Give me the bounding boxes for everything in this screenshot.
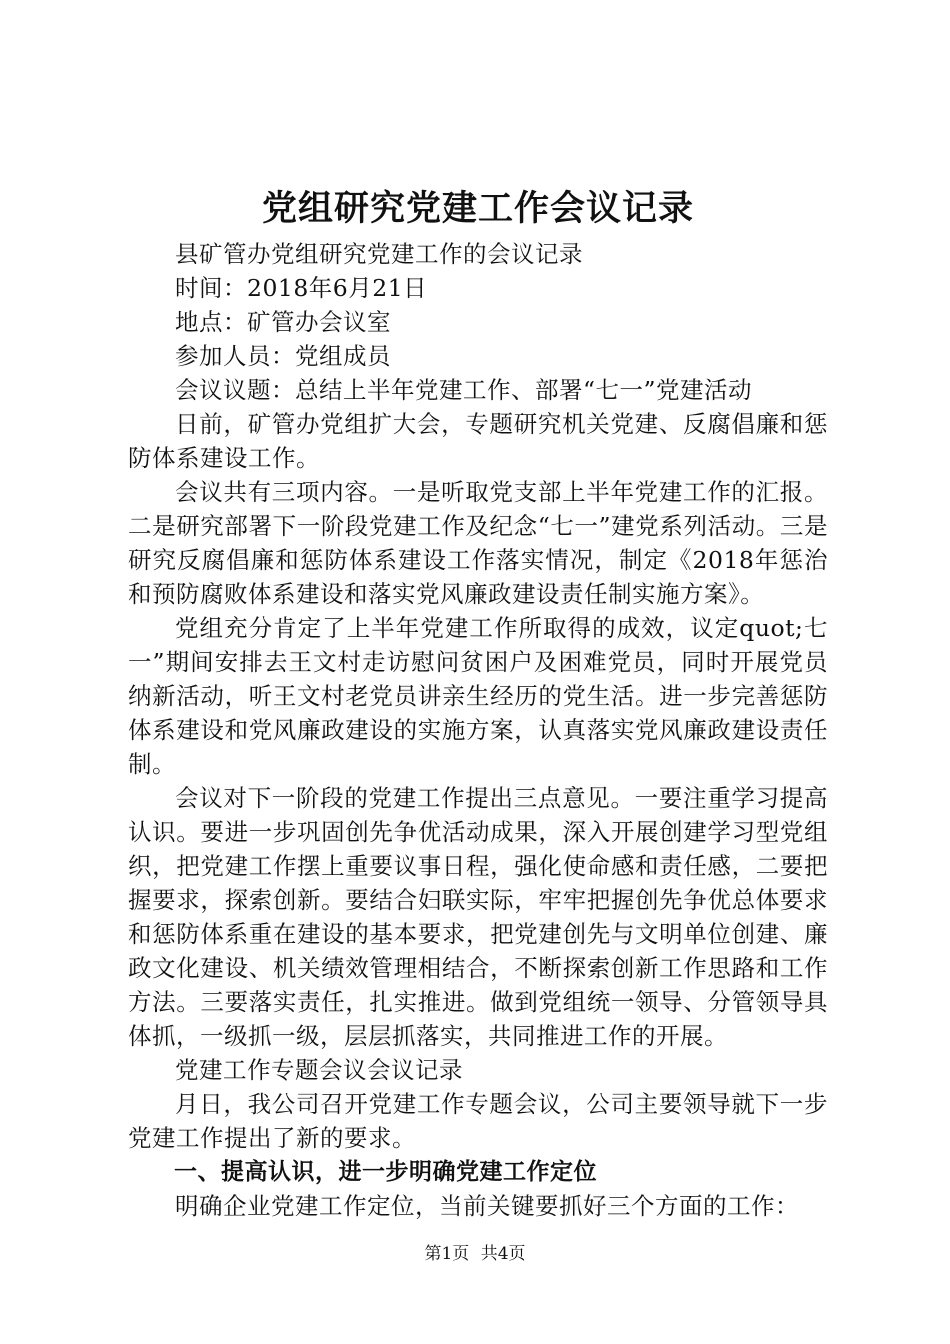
document-title: 党组研究党建工作会议记录 <box>261 188 694 229</box>
paragraph-attendees: 参加人员：党组成员 <box>175 342 391 370</box>
paragraph-positioning: 明确企业党建工作定位，当前关键要抓好三个方面的工作： <box>175 1192 799 1220</box>
paragraph-second-title: 党建工作专题会议会议记录 <box>175 1056 463 1084</box>
section-heading: 一、提高认识，进一步明确党建工作定位 <box>174 1159 597 1185</box>
paragraph-topic: 会议议题：总结上半年党建工作、部署“七一”党建活动 <box>175 376 753 404</box>
paragraph-intro: 日前，矿管办党组扩大会，专题研究机关党建、反腐倡廉和惩防体系建设工作。 <box>128 410 828 472</box>
page-footer <box>0 1242 950 1266</box>
paragraph-time: 时间：2018年6月21日 <box>175 274 428 302</box>
paragraph-location: 地点：矿管办会议室 <box>175 308 391 336</box>
page-total: 共4页 <box>480 1244 526 1264</box>
paragraph-meeting: 月日，我公司召开党建工作专题会议，公司主要领导就下一步党建工作提出了新的要求。 <box>128 1090 828 1152</box>
document-body <box>128 237 828 1223</box>
page-number: 第1页 <box>424 1244 470 1264</box>
paragraph-opinions: 会议对下一阶段的党建工作提出三点意见。一要注重学习提高认识。要进一步巩固创先争优活动成果，深入开展创建学习型党组织，把党建工作摆上重要议事日程，强化使命感和责任感，二要把握要求，探索创新。要结合妇联实际，牢牢把握创先争优总体要求和惩防体系重在建设的基本要求，把党建创先与文明单位创建、廉政文化建设、机关绩效管理相结合，不断探索创新工作思路和工作方法。三要落实责任，扎实推进。做到党组统一领导、分管领导具体抓，一级抓一级，层层抓落实，共同推进工作的开展。 <box>128 784 828 1050</box>
paragraph-subtitle: 县矿管办党组研究党建工作的会议记录 <box>175 240 583 268</box>
paragraph-contents: 会议共有三项内容。一是听取党支部上半年党建工作的汇报。二是研究部署下一阶段党建工作及纪念“七一”建党系列活动。三是研究反腐倡廉和惩防体系建设工作落实情况，制定《2018年惩治和预防腐败体系建设和落实党风廉政建设责任制实施方案》。 <box>128 478 828 608</box>
paragraph-affirmation: 党组充分肯定了上半年党建工作所取得的成效，议定quot;七一”期间安排去王文村走访慰问贫困户及困难党员，同时开展党员纳新活动，听王文村老党员讲亲生经历的党生活。进一步完善惩防体系建设和党风廉政建设的实施方案，认真落实党风廉政建设责任制。 <box>128 614 828 778</box>
